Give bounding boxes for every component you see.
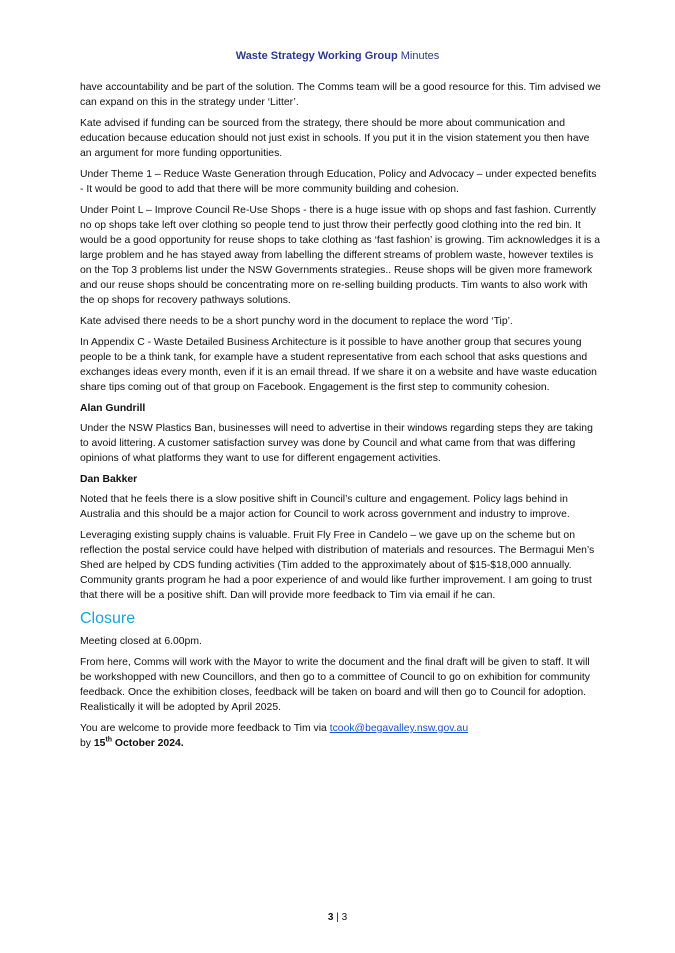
header-title: Waste Strategy Working Group xyxy=(235,50,398,62)
minutes-body xyxy=(80,80,602,757)
page-separator: | xyxy=(333,912,342,923)
paragraph-plastics-ban: Under the NSW Plastics Ban, businesses will need to advertise in their windows regarding steps they are taking to avoid littering. A customer satisfaction survey was done by Council and what came from that was differing opinions of what platforms they want to use for different engagement activities. xyxy=(80,423,593,464)
paragraph-kate-tip: Kate advised there needs to be a short punchy word in the document to replace the word ‘Tip’. xyxy=(80,316,513,327)
feedback-text: You are welcome to provide more feedback to Tim via xyxy=(80,723,330,734)
paragraph-accountability: have accountability and be part of the solution. The Comms team will be a good resource for this. Tim advised we can expand on this in the strategy under ‘Litter’. xyxy=(80,82,601,108)
speaker-name-dan: Dan Bakker xyxy=(80,474,138,485)
page-header xyxy=(0,50,675,62)
page-number xyxy=(0,912,675,923)
deadline-prefix: by xyxy=(80,738,94,749)
header-subtitle: Minutes xyxy=(397,50,440,62)
paragraph-kate-funding: Kate advised if funding can be sourced from the strategy, there should be more about communication and education because education should not just exist in schools. If you put it in the vision statement you then have an argument for more funding opportunities. xyxy=(80,118,590,159)
paragraph-next-steps: From here, Comms will work with the Mayor to write the document and the final draft will be given to staff. It will be workshopped with new Councillors, and then go to a committee of Council to go on exhibition for community feedback. Once the exhibition closes, feedback will be taken on board and will then go to Council for adoption. Realistically it will be adopted by April 2025. xyxy=(80,657,590,713)
speaker-name-alan: Alan Gundrill xyxy=(80,403,146,414)
deadline-date: 15th October 2024. xyxy=(93,736,184,749)
paragraph-appendix-c: In Appendix C - Waste Detailed Business Architecture is it possible to have another group that secures young people to be a think tank, for example have a student representative from each school that asks questions and exchanges ideas every month, even if it is an email thread. If we share it on a website and have waste education share tips coming out of that group on Facebook. Engagement is the first step to community cohesion. xyxy=(80,337,597,393)
paragraph-feedback xyxy=(80,721,602,751)
closure-heading: Closure xyxy=(80,610,136,627)
paragraph-point-l: Under Point L – Improve Council Re-Use Shops - there is a huge issue with op shops and fast fashion. Currently no op shops take left over clothing so people tend to just throw their perfectly good clothing into the red bin. It would be a good opportunity for reuse shops to take clothing as ‘fast fashion’ is growing. Tim acknowledges it is a large problem and he has stayed away from labelling the different streams of problem waste, however textiles is on the Top 3 problems list under the NSW Governments strategies.. Reuse shops will be given more framework and our reuse shops should be concentrating more on re-selling building products. Tim wants to also work with the op shops for recovery pathways solutions. xyxy=(80,205,601,306)
paragraph-positive-shift: Noted that he feels there is a slow positive shift in Council’s culture and engagement. Policy lags behind in Australia and this should be a major action for Council to work across government and industry to improve. xyxy=(80,494,570,520)
paragraph-meeting-closed: Meeting closed at 6.00pm. xyxy=(80,636,202,647)
paragraph-supply-chains: Leveraging existing supply chains is valuable. Fruit Fly Free in Candelo – we gave up on the scheme but on reflection the postal service could have helped with distribution of materials and resources. The Bermagui Men’s Shed are helped by CDS funding activities (Tim added to the approximately about of $15-$18,000 annually. Community grants program he had a poor experience of and would like further improvement. I am going to trust that there will be a positive shift. Dan will provide more feedback to Tim via email if he can. xyxy=(80,530,595,601)
email-link[interactable]: tcook@begavalley.nsw.gov.au xyxy=(329,723,469,734)
current-page: 3 xyxy=(327,912,334,923)
total-pages: 3 xyxy=(341,912,348,923)
paragraph-theme-1: Under Theme 1 – Reduce Waste Generation through Education, Policy and Advocacy – under expected benefits - It would be good to add that there will be more community building and cohesion. xyxy=(80,169,597,195)
